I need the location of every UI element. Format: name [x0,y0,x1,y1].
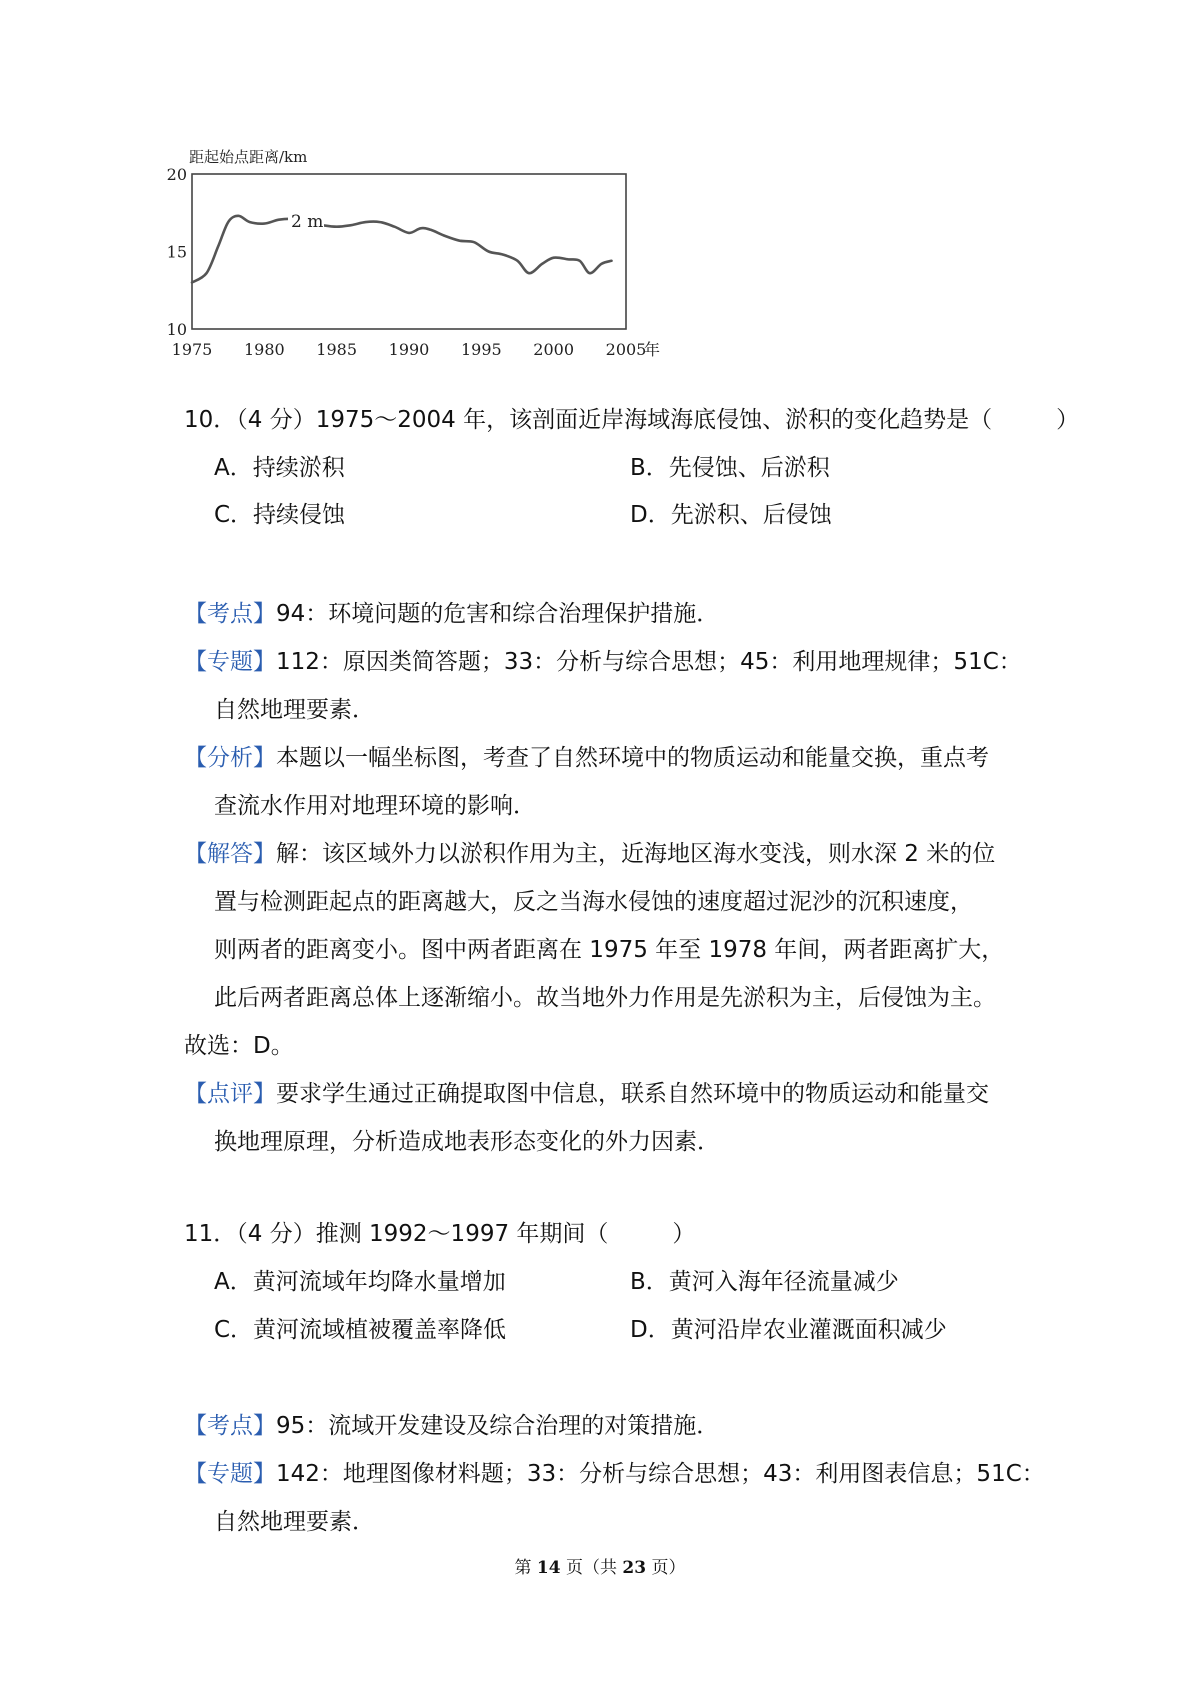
q11-zhuanti-cont: 自然地理要素． [214,1509,375,1535]
q10-fenxi: 【分析】本题以一幅坐标图，考查了自然环境中的物质运动和能量交换，重点考 [184,745,989,771]
x-tick-label: 1975 [171,340,213,359]
q11-option-c: C．黄河流域植被覆盖率降低 [214,1317,507,1343]
q10-dianping: 【点评】要求学生通过正确提取图中信息，联系自然环境中的物质运动和能量交 [184,1081,989,1107]
x-tick-label: 1980 [243,340,285,359]
plot-frame [192,174,626,329]
q10-zhuanti-cont: 自然地理要素． [214,697,375,723]
q10-fenxi-cont: 查流水作用对地理环境的影响． [214,793,536,819]
q10-option-c: C．持续侵蚀 [214,502,346,528]
x-tick-label: 2005 [605,340,647,359]
q11-zhuanti: 【专题】142：地理图像材料题；33：分析与综合思想；43：利用图表信息；51C： [184,1461,1045,1487]
q11-kaodian: 【考点】95：流域开发建设及综合治理的对策措施． [184,1413,720,1439]
q10-dianping-cont: 换地理原理，分析造成地表形态变化的外力因素． [214,1129,720,1155]
series-line-2m [192,216,612,283]
y-ticks [167,165,187,339]
q10-jieda-4: 此后两者距离总体上逐渐缩小。故当地外力作用是先淤积为主，后侵蚀为主。 [214,985,996,1011]
x-axis-unit: 年 [644,340,661,359]
q10-title: 10．（4 分）1975～2004 年，该剖面近岸海域海底侵蚀、淤积的变化趋势是（ ） [184,407,1080,433]
y-tick-label: 10 [166,320,187,339]
series-annotation: 2 m [291,212,324,232]
q10-option-d: D．先淤积、后侵蚀 [630,502,832,528]
x-tick-label: 1990 [388,340,430,359]
y-tick-label: 15 [166,242,187,262]
distance-line-chart [166,148,740,390]
q10-zhuanti: 【专题】112：原因类简答题；33：分析与综合思想；45：利用地理规律；51C： [184,649,1022,675]
page-footer: 第 14 页（共 23 页） [514,1558,686,1578]
q10-jieda-2: 置与检测距起点的距离越大，反之当海水侵蚀的速度超过泥沙的沉积速度， [214,889,973,915]
x-tick-label: 1995 [460,340,502,359]
q11-option-a: A．黄河流域年均降水量增加 [214,1269,506,1295]
x-tick-label: 1985 [316,340,358,359]
x-ticks [172,340,647,359]
q10-kaodian: 【考点】94：环境问题的危害和综合治理保护措施． [184,601,720,627]
q10-answer: 故选：D。 [184,1033,294,1059]
q10-option-a: A．持续淤积 [214,455,345,481]
q10-jieda: 【解答】解：该区域外力以淤积作用为主，近海地区海水变浅，则水深 2 米的位 [184,841,996,867]
y-axis-label: 距起始点距离/km [189,148,308,166]
q11-option-b: B．黄河入海年径流量减少 [630,1269,899,1295]
x-tick-label: 2000 [533,340,575,359]
q10-jieda-3: 则两者的距离变小。图中两者距离在 1975 年至 1978 年间，两者距离扩大， [214,937,1005,963]
q11-option-d: D．黄河沿岸农业灌溉面积减少 [630,1317,947,1343]
q11-title: 11．（4 分）推测 1992～1997 年期间（ ） [184,1221,696,1247]
y-tick-label: 20 [166,165,187,184]
q10-option-b: B．先侵蚀、后淤积 [630,455,830,481]
